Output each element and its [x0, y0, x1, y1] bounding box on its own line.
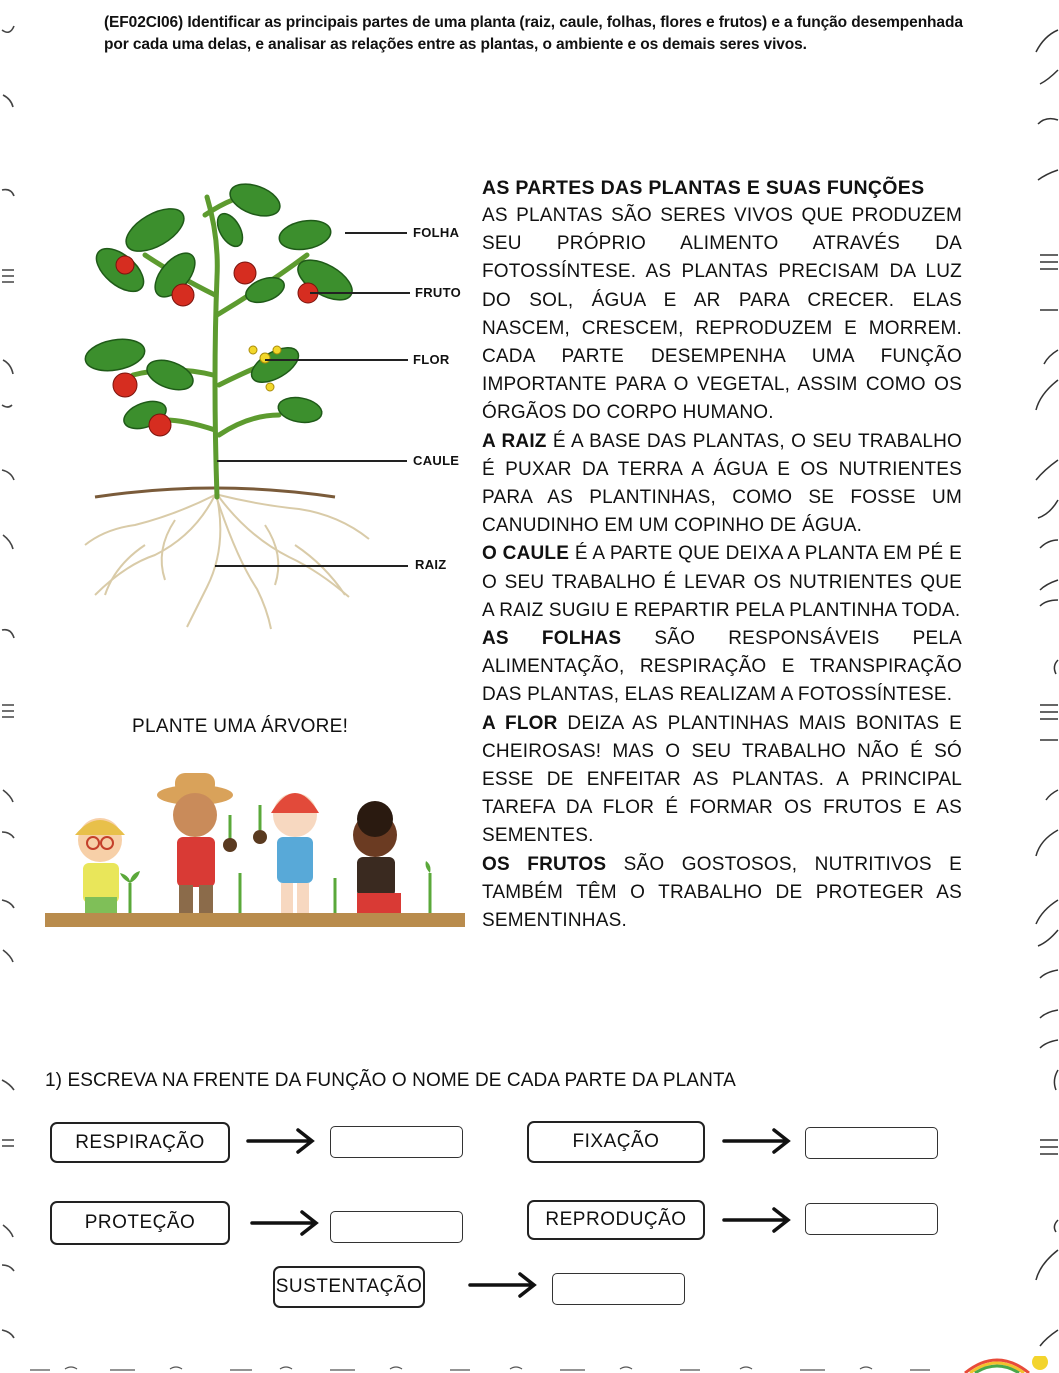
answer-field-fixacao[interactable]: [805, 1127, 938, 1159]
caule-text: É A PARTE QUE DEIXA A PLANTA EM PÉ E O SEU TRABALHO É LEVAR OS NUTRIENTES QUE A RAIZ SUGIU E REPARTIR PELA PLANTINHA TODA.: [482, 543, 962, 621]
arrow-right-icon: [250, 1208, 322, 1238]
answer-field-reproducao[interactable]: [805, 1203, 938, 1235]
flor-text: DEIZA AS PLANTINHAS MAIS BONITAS E CHEIROSAS! MAS O SEU TRABALHO NÃO É SÓ ESSE DE ENFEITAR AS PLANTAS. A PRINCIPAL TAREFA DA FLOR É FORMAR OS FRUTOS E AS SEMENTES.: [482, 712, 962, 847]
label-line-flor: [265, 359, 408, 361]
kids-planting-illustration: [45, 765, 465, 935]
label-line-folha: [345, 232, 407, 234]
article-column: [482, 174, 962, 935]
folhas-paragraph: [482, 625, 962, 710]
frutos-lead: OS FRUTOS: [482, 853, 607, 875]
left-edge-marks: [0, 0, 20, 1373]
frutos-text: SÃO GOSTOSOS, NUTRITIVOS E TAMBÉM TÊM O TRABALHO DE PROTEGER AS SEMENTINHAS.: [482, 853, 963, 932]
roots-drawing: [85, 495, 369, 629]
answer-field-respiracao[interactable]: [330, 1126, 463, 1158]
arrow-right-icon: [722, 1126, 794, 1156]
answer-field-protecao[interactable]: [330, 1211, 463, 1243]
raiz-paragraph: [482, 428, 962, 541]
plant-diagram: [55, 175, 475, 645]
bncc-objective-header: (EF02CI06) Identificar as principais partes de uma planta (raiz, caule, folhas, flores e frutos) e a função desempenhada por cada uma delas, e analisar as relações entre as plantas, o ambiente e os demais seres vivos.: [104, 14, 963, 53]
plant-label-folha: FOLHA: [413, 225, 460, 240]
plant-label-raiz: RAIZ: [415, 557, 447, 572]
exercise-question: 1) ESCREVA NA FRENTE DA FUNÇÃO O NOME DE CADA PARTE DA PLANTA: [45, 1070, 736, 1091]
arrow-right-icon: [468, 1270, 540, 1300]
raiz-lead: A RAIZ: [482, 430, 547, 452]
function-box-fixacao: FIXAÇÃO: [527, 1121, 705, 1163]
plant-label-fruto: FRUTO: [415, 285, 462, 300]
function-box-respiracao: RESPIRAÇÃO: [50, 1122, 230, 1163]
right-decorative-border: [1030, 0, 1059, 1373]
function-box-sustentacao: SUSTENTAÇÃO: [273, 1266, 425, 1308]
plant-tree-caption: PLANTE UMA ÁRVORE!: [132, 716, 349, 737]
label-line-fruto: [310, 292, 410, 294]
answer-field-sustentacao[interactable]: [552, 1273, 685, 1305]
bottom-decorative-strip: [0, 1356, 1059, 1373]
folhas-lead: AS FOLHAS: [482, 628, 622, 650]
flor-lead: A FLOR: [482, 712, 558, 734]
function-box-reproducao: REPRODUÇÃO: [527, 1200, 705, 1240]
flor-paragraph: [482, 710, 962, 851]
caule-lead: O CAULE: [482, 543, 570, 565]
frutos-paragraph: [482, 851, 962, 936]
label-line-caule: [217, 460, 407, 462]
label-line-raiz: [215, 565, 408, 567]
intro-paragraph: AS PLANTAS SÃO SERES VIVOS QUE PRODUZEM SEU PRÓPRIO ALIMENTO ATRAVÉS DA FOTOSSÍNTESE. AS PLANTAS PRECISAM DA LUZ DO SOL, ÁGUA E AR PARA CRECER. ELAS NASCEM, CRESCEM, REPRODUZEM E MORREM. CADA PARTE DESEMPENHA UMA FUNÇÃO IMPORTANTE PARA O VEGETAL, ASSIM COMO OS ÓRGÃOS DO CORPO HUMANO.: [482, 205, 962, 424]
arrow-right-icon: [246, 1126, 318, 1156]
function-box-protecao: PROTEÇÃO: [50, 1201, 230, 1245]
arrow-right-icon: [722, 1205, 794, 1235]
plant-label-flor: FLOR: [413, 352, 450, 367]
article-title: AS PARTES DAS PLANTAS E SUAS FUNÇÕES: [482, 177, 925, 199]
plant-label-caule: CAULE: [413, 453, 460, 468]
tomato-plant-illustration: [55, 175, 475, 645]
caule-paragraph: [482, 540, 962, 625]
raiz-text: É A BASE DAS PLANTAS, O SEU TRABALHO É PUXAR DA TERRA A ÁGUA E OS NUTRIENTES PARA AS PLANTINHAS, COMO SE FOSSE UM CANUDINHO EM UM COPINHO DE ÁGUA.: [482, 430, 962, 537]
folhas-text: SÃO RESPONSÁVEIS PELA ALIMENTAÇÃO, RESPIRAÇÃO E TRANSPIRAÇÃO DAS PLANTAS, ELAS REALIZAM A FOTOSSÍNTESE.: [482, 628, 962, 706]
